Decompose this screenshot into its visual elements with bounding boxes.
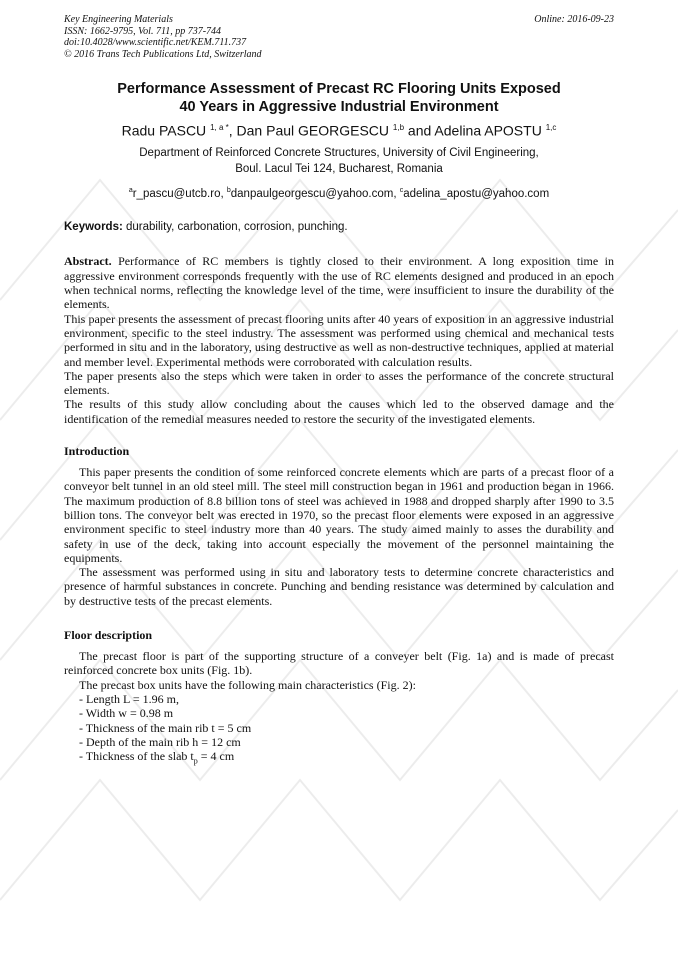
body-paragraph: The precast floor is part of the supporting structure of a conveyer belt (Fig. 1a) and is made of precast reinforced concrete box units (Fig. 1b). <box>64 649 614 678</box>
email-mark: c <box>399 186 404 194</box>
list-item: - Thickness of the main rib t = 5 cm <box>79 720 252 735</box>
abstract-label: Abstract. <box>64 254 112 269</box>
email-list <box>64 183 614 202</box>
body-paragraph: The precast box units have the following main characteristics (Fig. 2): <box>79 677 416 692</box>
abstract-paragraph <box>64 254 614 311</box>
online-date: Online: 2016-09-23 <box>534 14 614 25</box>
author-separator: and <box>404 122 435 139</box>
characteristics-list <box>64 692 614 769</box>
author-name: Radu PASCU <box>121 122 207 139</box>
author-list <box>64 119 614 140</box>
title-line-1: Performance Assessment of Precast RC Flooring Units Exposed <box>117 81 561 97</box>
body-paragraph: The assessment was performed using in situ and laboratory tests to determine concrete characteristics and presence of harmful substances in concrete. Punching and bending resistance was determined by calculation and by destructive tests of the precast elements. <box>64 565 614 608</box>
email-mark: a <box>128 186 133 194</box>
list-item: - Length L = 1.96 m, <box>79 691 179 706</box>
doi: doi:10.4028/www.scientific.net/KEM.711.737 <box>64 37 247 48</box>
title-line-2: 40 Years in Aggressive Industrial Environment <box>179 99 499 115</box>
list-item: - Width w = 0.98 m <box>79 706 174 721</box>
list-item: - Depth of the main rib h = 12 cm <box>79 734 241 749</box>
email: danpaulgeorgescu@yahoo.com, <box>230 187 400 200</box>
journal-header <box>64 14 614 66</box>
author-separator: , <box>228 122 237 139</box>
author-name: Dan Paul GEORGESCU <box>236 122 390 139</box>
abstract-paragraph: The paper presents also the steps which were taken in order to asses the performance of the concrete structural elements. <box>64 368 614 398</box>
keywords-label: Keywords: <box>64 221 123 234</box>
floor-description-body <box>64 649 614 692</box>
list-item <box>79 749 614 769</box>
introduction-body <box>64 465 614 608</box>
author-affiliation-mark: 1,c <box>545 123 557 132</box>
paper-title <box>64 80 614 116</box>
journal-info <box>64 14 262 60</box>
journal-name: Key Engineering Materials <box>64 14 173 25</box>
email-mark: b <box>226 186 231 194</box>
list-item-text: - Thickness of the slab t <box>79 749 194 764</box>
paper-page <box>64 14 614 769</box>
keywords-text: durability, carbonation, corrosion, punching. <box>122 221 348 234</box>
affiliation-line-1: Department of Reinforced Concrete Structures, University of Civil Engineering, <box>139 146 539 159</box>
affiliation-line-2: Boul. Lacul Tei 124, Bucharest, Romania <box>235 162 443 175</box>
copyright: © 2016 Trans Tech Publications Ltd, Switzerland <box>64 48 262 60</box>
author-name: Adelina APOSTU <box>434 122 542 139</box>
abstract-paragraph: This paper presents the assessment of precast flooring units after 40 years of exposition in an aggressive industrial environment, specific to the steel industry. The assessment was performed using chemical and mechanical tests performed in situ and in the laboratory, using destructive as well as non-destructive techniques, applied at material and member level. Experimental methods were corroborated with calculation results. <box>64 311 614 369</box>
author-affiliation-mark: 1, a * <box>210 123 229 132</box>
list-item-subscript: p <box>193 756 198 766</box>
list-item-text: = 4 cm <box>197 749 235 764</box>
author-affiliation-mark: 1,b <box>392 123 405 132</box>
abstract-paragraph: The results of this study allow concluding about the causes which led to the observed damage and the identification of the remedial measures needed to restore the security of the investigated elements. <box>64 397 614 426</box>
introduction-heading: Introduction <box>64 444 130 459</box>
issn: ISSN: 1662-9795, Vol. 711, pp 737-744 <box>64 25 222 37</box>
body-paragraph: This paper presents the condition of some reinforced concrete elements which are parts of a precast floor of a conveyor belt tunnel in an old steel mill. The steel mill construction began in 1961 and production began in 1966. The maximum production of 8.8 billion tons of steel was achieved in 1988 and dropped sharply after 1990 to 3.5 billion tons. The conveyor belt was erected in 1970, so the precast floor elements were exposed in an aggressive environment specific to steel industry more than 40 years. The study aimed mainly to asses the durability and safety in use of the deck, taking into account especially the movement of the personnel maintaining the equipments. <box>64 465 614 565</box>
keywords <box>64 220 614 235</box>
affiliation <box>64 145 614 177</box>
abstract <box>64 254 614 426</box>
abstract-text: Performance of RC members is tightly closed to their environment. A long exposition time in aggressive environment corresponds frequently with the use of RC elements designed and produced in an epoch when technical norms, reflecting the knowledge level of the time, were insufficient to insure the durability of the elements. <box>64 254 614 312</box>
email: adelina_apostu@yahoo.com <box>403 187 550 200</box>
floor-description-heading: Floor description <box>64 628 153 643</box>
email: r_pascu@utcb.ro, <box>132 187 227 200</box>
